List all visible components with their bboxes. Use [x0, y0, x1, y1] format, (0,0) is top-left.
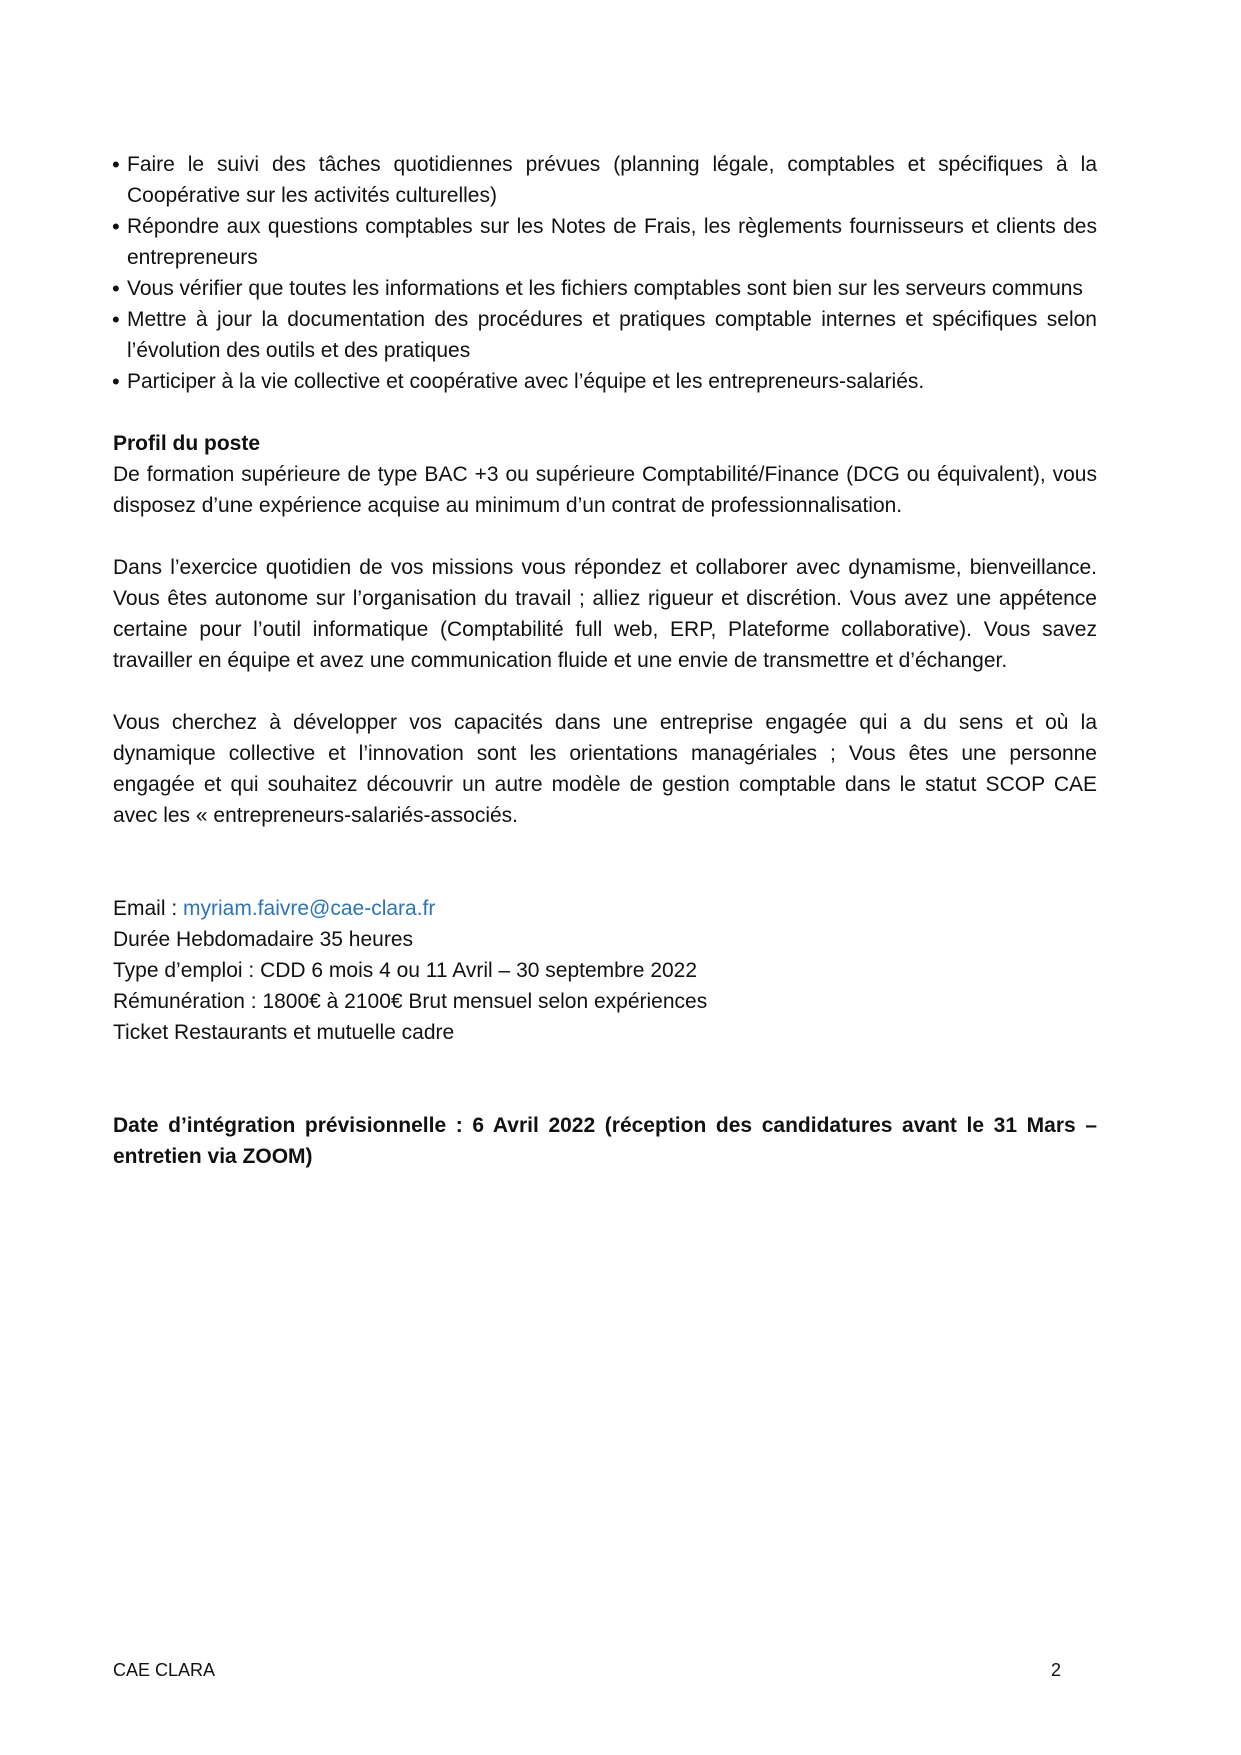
profile-paragraph: Dans l’exercice quotidien de vos missions vous répondez et collaborer avec dynamisme, bienveillance. Vous êtes autonome sur l’organisation du travail ; alliez rigueur et discrétion. Vous avez une appétence certaine pour l’outil informatique (Comptabilité full web, ERP, Plateforme collaborative). Vous savez travailler en équipe et avez une communication fluide et une envie de transmettre et d’échanger. — [113, 556, 1097, 672]
salary-line: Rémunération : 1800€ à 2100€ Brut mensuel selon expériences — [113, 990, 708, 1013]
profile-paragraph: Vous cherchez à développer vos capacités dans une entreprise engagée qui a du sens et où la dynamique collective et l’innovation sont les orientations managériales ; Vous êtes une personne engagée et qui souhaitez découvrir un autre modèle de gestion comptable dans le statut SCOP CAE avec les « entrepreneurs-salariés-associés. — [113, 711, 1097, 827]
list-item: • Mettre à jour la documentation des procédures et pratiques comptable internes et spécifiques selon l’évolution des outils et des pratiques — [113, 304, 1097, 366]
benefits-line: Ticket Restaurants et mutuelle cadre — [113, 1021, 455, 1044]
integration-date-note: Date d’intégration prévisionnelle : 6 Avril 2022 (réception des candidatures avant le 31 Mars – entretien via ZOOM) — [113, 1114, 1097, 1168]
page-number: 2 — [1050, 1660, 1061, 1680]
footer-organization: CAE CLARA — [113, 1660, 216, 1680]
profile-paragraph: De formation supérieure de type BAC +3 ou supérieure Comptabilité/Finance (DCG ou équivalent), vous disposez d’une expérience acquise au minimum d’un contrat de professionnalisation. — [113, 463, 1097, 517]
page-footer — [113, 1660, 1061, 1681]
hours-line: Durée Hebdomadaire 35 heures — [113, 928, 414, 951]
list-item: • Participer à la vie collective et coopérative avec l’équipe et les entrepreneurs-salariés. — [113, 366, 1097, 397]
contract-line: Type d’emploi : CDD 6 mois 4 ou 11 Avril – 30 septembre 2022 — [113, 959, 698, 982]
list-item: • Vous vérifier que toutes les informations et les fichiers comptables sont bien sur les serveurs communs — [113, 273, 1097, 304]
list-item: • Répondre aux questions comptables sur les Notes de Frais, les règlements fournisseurs et clients des entrepreneurs — [113, 211, 1097, 273]
email-line — [113, 893, 1097, 924]
email-label: Email : — [113, 897, 184, 920]
page-content — [113, 149, 1097, 1172]
task-list — [113, 149, 1097, 397]
list-item: • Faire le suivi des tâches quotidiennes prévues (planning légale, comptables et spécifiques à la Coopérative sur les activités culturelles) — [113, 149, 1097, 211]
contact-block — [113, 893, 1097, 1048]
section-title-profile: Profil du poste — [113, 432, 260, 455]
email-link[interactable]: myriam.faivre@cae-clara.fr — [183, 897, 436, 920]
